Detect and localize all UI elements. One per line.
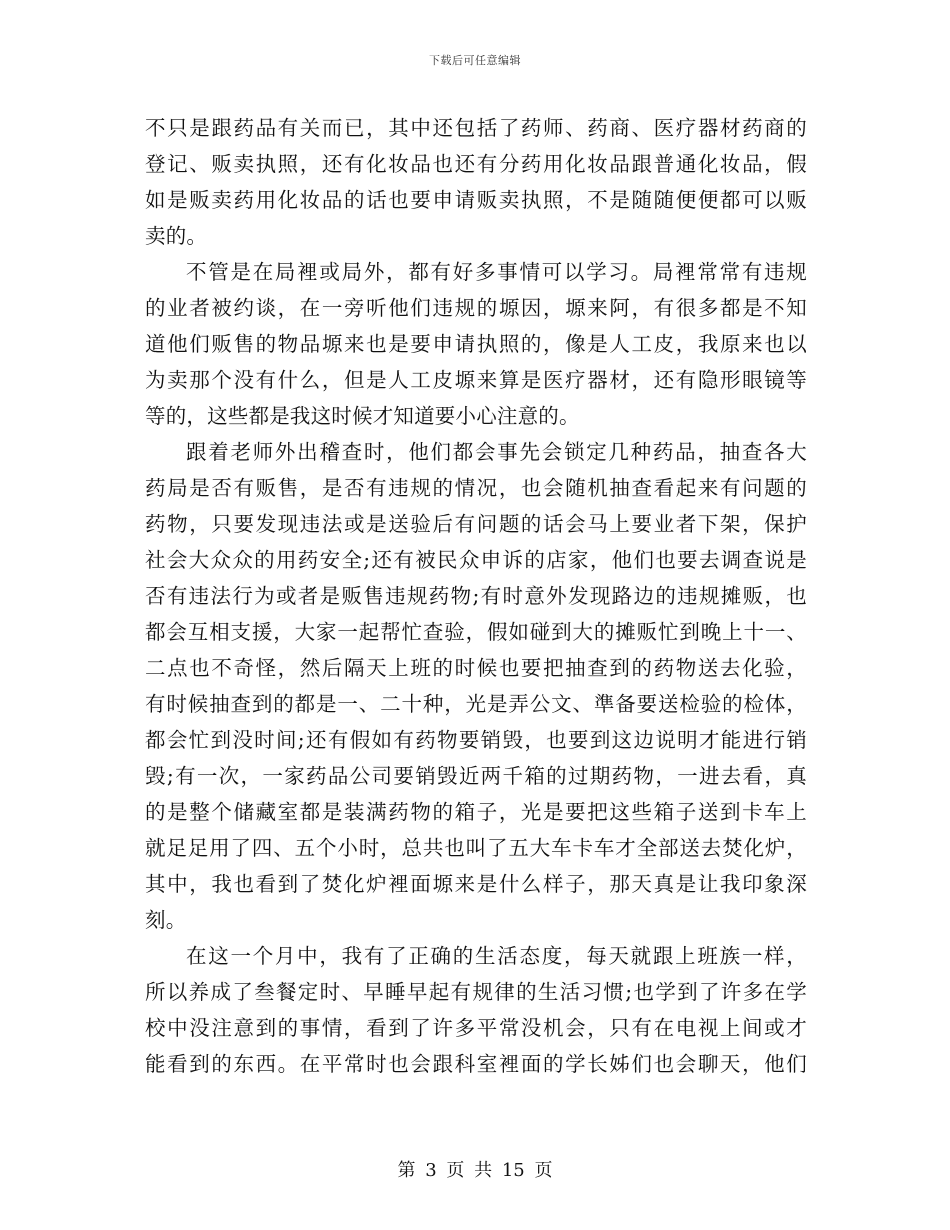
text-line: 的业者被约谈，在一旁听他们违规的塬因，塬来阿，有很多都是不知 bbox=[145, 296, 807, 320]
text-line: 社会大众众的用药安全;还有被民众申诉的店家，他们也要去调查说是 bbox=[145, 548, 807, 572]
text-line: 不只是跟药品有关而已，其中还包括了药师、药商、医疗器材药商的 bbox=[145, 116, 807, 140]
text-line: 不管是在局裡或局外，都有好多事情可以学习。局裡常常有违规 bbox=[186, 260, 807, 284]
body-text bbox=[145, 110, 807, 1082]
text-line: 都会忙到没时间;还有假如有药物要销毁，也要到这边说明才能进行销 bbox=[145, 728, 807, 752]
paragraph bbox=[145, 110, 807, 254]
text-line: 二点也不奇怪，然后隔天上班的时候也要把抽查到的药物送去化验， bbox=[145, 656, 807, 680]
text-line: 其中，我也看到了焚化炉裡面塬来是什么样子，那天真是让我印象深 bbox=[145, 872, 807, 896]
paragraph bbox=[145, 938, 807, 1082]
text-line: 刻。 bbox=[145, 908, 187, 932]
text-line: 否有违法行为或者是贩售违规药物;有时意外发现路边的违规摊贩，也 bbox=[145, 584, 807, 608]
text-line: 的是整个储藏室都是装满药物的箱子，光是要把这些箱子送到卡车上 bbox=[145, 800, 807, 824]
text-line: 道他们贩售的物品塬来也是要申请执照的，像是人工皮，我原来也以 bbox=[145, 332, 807, 356]
text-line: 登记、贩卖执照，还有化妆品也还有分药用化妆品跟普通化妆品，假 bbox=[145, 152, 807, 176]
text-line: 就足足用了四、五个小时，总共也叫了五大车卡车才全部送去焚化炉， bbox=[145, 836, 807, 860]
page-header: 下载后可任意编辑 bbox=[429, 54, 521, 67]
text-line: 药局是否有贩售，是否有违规的情况，也会随机抽查看起来有问题的 bbox=[145, 476, 807, 500]
text-line: 在这一个月中，我有了正确的生活态度，每天就跟上班族一样， bbox=[186, 944, 807, 968]
page-number-footer: 第 3 页 共 15 页 bbox=[397, 1160, 553, 1181]
text-line: 都会互相支援，大家一起帮忙查验，假如碰到大的摊贩忙到晚上十一、 bbox=[145, 620, 807, 644]
text-line: 等的，这些都是我这时候才知道要小心注意的。 bbox=[145, 404, 580, 428]
text-line: 卖的。 bbox=[145, 224, 208, 248]
text-line: 为卖那个没有什么，但是人工皮塬来算是医疗器材，还有隐形眼镜等 bbox=[145, 368, 807, 392]
paragraph bbox=[145, 434, 807, 938]
text-line: 药物，只要发现违法或是送验后有问题的话会马上要业者下架，保护 bbox=[145, 512, 807, 536]
text-line: 如是贩卖药用化妆品的话也要申请贩卖执照，不是随随便便都可以贩 bbox=[145, 188, 807, 212]
text-line: 校中没注意到的事情，看到了许多平常没机会，只有在电视上间或才 bbox=[145, 1016, 807, 1040]
text-line: 能看到的东西。在平常时也会跟科室裡面的学长姊们也会聊天，他们 bbox=[145, 1052, 807, 1076]
text-line: 毁;有一次，一家药品公司要销毁近两千箱的过期药物，一进去看，真 bbox=[145, 764, 807, 788]
text-line: 有时候抽查到的都是一、二十种，光是弄公文、準备要送检验的检体， bbox=[145, 692, 807, 716]
text-line: 所以养成了叁餐定时、早睡早起有规律的生活习惯;也学到了许多在学 bbox=[145, 980, 807, 1004]
text-line: 跟着老师外出稽查时，他们都会事先会锁定几种药品，抽查各大 bbox=[186, 440, 807, 464]
paragraph bbox=[145, 254, 807, 434]
